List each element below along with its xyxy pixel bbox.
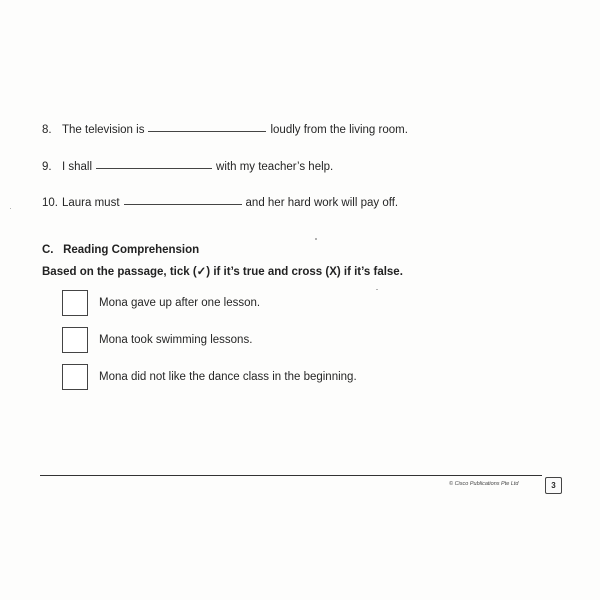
tick-box[interactable] <box>62 290 88 316</box>
question-text-after: and her hard work will pay off. <box>245 197 399 209</box>
question-number: 9. <box>42 161 52 173</box>
question-text-before: The television is <box>62 124 145 136</box>
section-title: C. Reading Comprehension <box>42 244 200 256</box>
question-8 <box>42 124 408 136</box>
statement-row <box>62 364 357 390</box>
section-instruction: Based on the passage, tick (✓) if it’s true and cross (X) if it’s false. <box>42 266 403 278</box>
question-text-before: I shall <box>62 161 93 173</box>
statement-text: Mona took swimming lessons. <box>99 334 253 346</box>
statement-text: Mona did not like the dance class in the beginning. <box>99 371 357 383</box>
question-number: 8. <box>42 124 52 136</box>
copyright-text: © Cisco Publications Pte Ltd <box>449 481 519 487</box>
question-number: 10. <box>42 197 58 209</box>
scan-speck <box>315 238 317 240</box>
question-9 <box>42 161 333 173</box>
tick-box[interactable] <box>62 364 88 390</box>
page-number-badge: 3 <box>545 477 562 494</box>
answer-blank[interactable] <box>148 130 266 132</box>
question-10 <box>42 197 398 209</box>
statement-text: Mona gave up after one lesson. <box>99 297 261 309</box>
question-text-after: loudly from the living room. <box>270 124 408 136</box>
scan-speck <box>10 208 11 209</box>
footer-rule <box>40 475 542 476</box>
answer-blank[interactable] <box>96 167 212 169</box>
question-text-before: Laura must <box>62 197 120 209</box>
statement-row <box>62 290 260 316</box>
scan-speck <box>376 289 378 290</box>
answer-blank[interactable] <box>124 203 242 205</box>
statement-row <box>62 327 252 353</box>
tick-box[interactable] <box>62 327 88 353</box>
question-text-after: with my teacher’s help. <box>216 161 334 173</box>
